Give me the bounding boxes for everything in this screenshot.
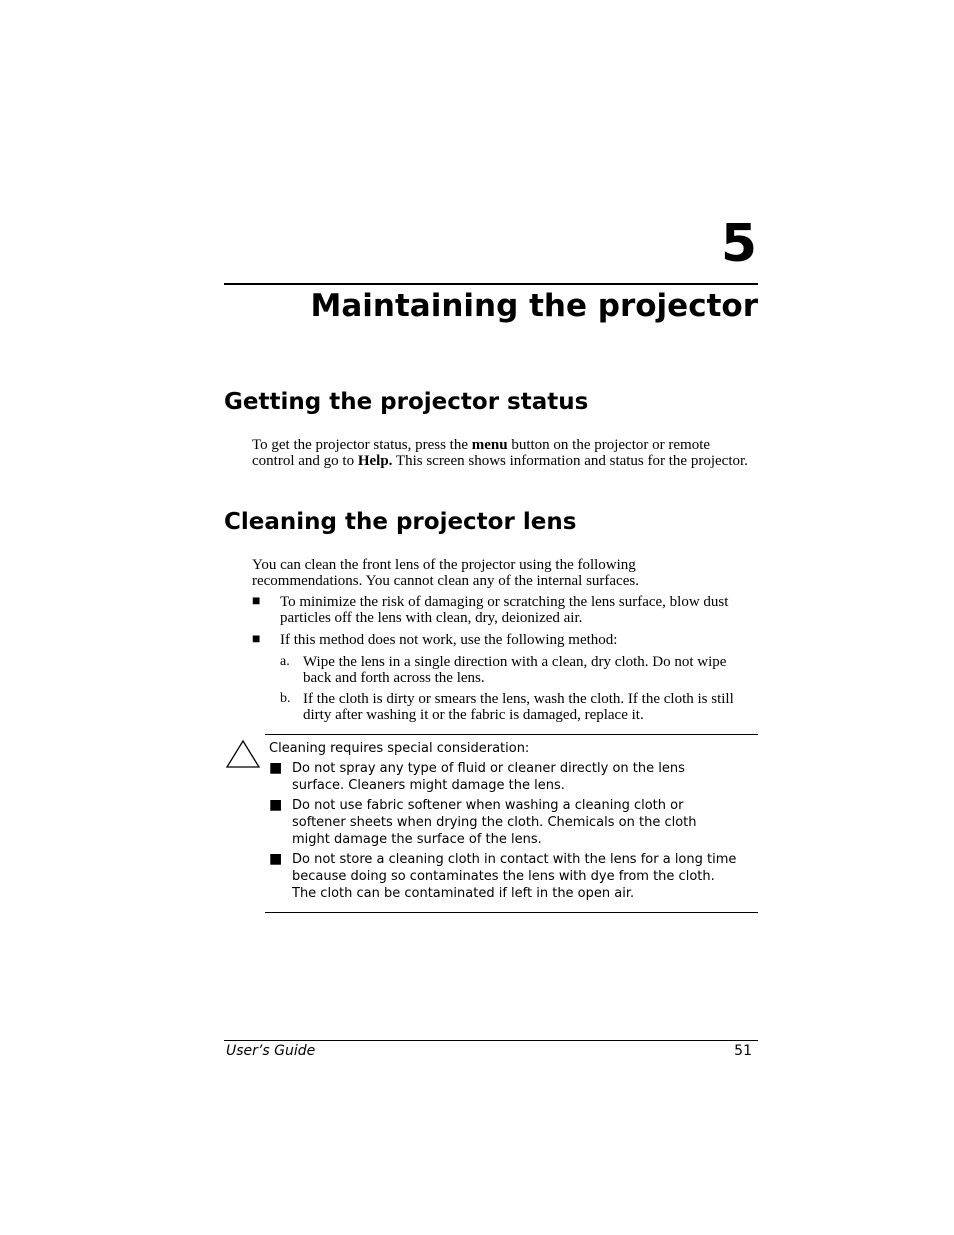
caution-top-rule — [265, 734, 758, 735]
lens-step-a: Wipe the lens in a single direction with a clean, dry cloth. Do not wipe back and forth across the lens. — [303, 654, 727, 686]
step-marker-a: a. — [280, 654, 290, 669]
footer-title: User’s Guide — [226, 1043, 316, 1059]
footer-rule — [224, 1040, 758, 1041]
bullet-marker: ■ — [252, 594, 261, 609]
section-heading-lens: Cleaning the projector lens — [224, 509, 577, 535]
lens-intro: You can clean the front lens of the projector using the following recommendations. You cannot clean any of the internal surfaces. — [252, 557, 639, 589]
section-heading-status: Getting the projector status — [224, 389, 589, 415]
bullet-marker: ■ — [252, 632, 261, 647]
status-text-3: This screen shows information and status for the projector. — [392, 453, 748, 469]
status-help-term: Help. — [357, 453, 393, 469]
status-menu-term: menu — [471, 437, 508, 453]
chapter-title: Maintaining the projector — [310, 288, 758, 324]
bullet-marker: ■ — [269, 797, 283, 813]
page-number: 51 — [734, 1043, 752, 1059]
status-text-2: button on the projector or remote control and go to — [252, 437, 711, 469]
lens-bullet-2: If this method does not work, use the following method: — [280, 632, 618, 648]
caution-item-2: Do not use fabric softener when washing a cleaning cloth or softener sheets when drying the cloth. Chemicals on the cloth might damage the surface of the lens. — [292, 798, 697, 847]
caution-triangle-icon — [224, 738, 262, 775]
chapter-number: 5 — [720, 214, 757, 274]
lens-step-b: If the cloth is dirty or smears the lens, wash the cloth. If the cloth is still dirty after washing it or the fabric is damaged, replace it. — [303, 691, 734, 723]
status-text-1: To get the projector status, press the — [252, 437, 472, 453]
caution-item-3: Do not store a cleaning cloth in contact with the lens for a long time because doing so contaminates the lens with dye from the cloth. The cloth can be contaminated if left in the open air. — [292, 852, 737, 901]
caution-intro: Cleaning requires special consideration: — [269, 741, 530, 756]
caution-item-1: Do not spray any type of fluid or cleaner directly on the lens surface. Cleaners might damage the lens. — [292, 761, 685, 793]
caution-bottom-rule — [265, 912, 758, 913]
status-paragraph — [252, 437, 752, 469]
bullet-marker: ■ — [269, 851, 283, 867]
bullet-marker: ■ — [269, 760, 283, 776]
lens-bullet-1: To minimize the risk of damaging or scratching the lens surface, blow dust particles off the lens with clean, dry, deionized air. — [280, 594, 729, 626]
step-marker-b: b. — [280, 691, 291, 706]
